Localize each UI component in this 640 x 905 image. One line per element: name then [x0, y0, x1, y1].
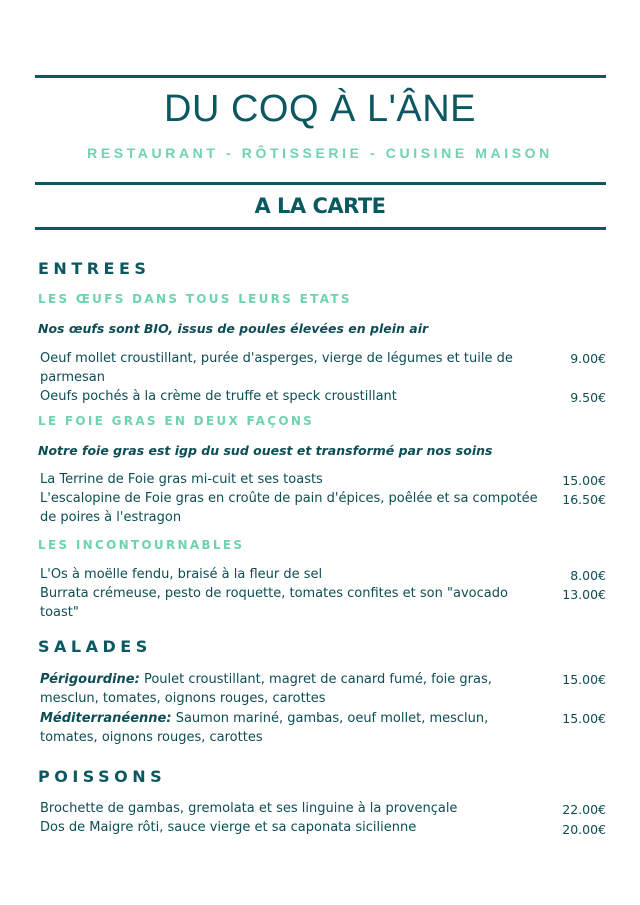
menu-item: Dos de Maigre rôti, sauce vierge et sa caponata sicilienne	[40, 820, 417, 835]
menu-item: La Terrine de Foie gras mi-cuit et ses toasts	[40, 472, 323, 487]
menu-item: L'Os à moëlle fendu, braisé à la fleur de sel	[40, 567, 323, 582]
menu-item: Burrata crémeuse, pesto de roquette, tomates confites et son "avocado toast"	[40, 586, 508, 620]
subsection-incontournables: LES INCONTOURNABLES	[38, 538, 245, 552]
oeufs-note: Nos œufs sont BIO, issus de poules élevées en plein air	[38, 321, 429, 336]
section-salades: SALADES	[38, 637, 152, 656]
menu-item: L'escalopine de Foie gras en croûte de pain d'épices, poêlée et sa compotée de poires à l'estragon	[40, 491, 538, 525]
item-price: 8.00€	[570, 568, 606, 583]
item-price: 16.50€	[562, 492, 606, 507]
subsection-oeufs: LES ŒUFS DANS TOUS LEURS ETATS	[38, 292, 352, 306]
item-price: 22.00€	[562, 802, 606, 817]
section-entrees: ENTREES	[38, 259, 151, 278]
menu-heading: A LA CARTE	[254, 194, 386, 218]
top-divider	[35, 75, 606, 78]
carte-divider	[35, 227, 606, 230]
item-price: 15.00€	[562, 711, 606, 726]
menu-item: Oeuf mollet croustillant, purée d'asperges, vierge de légumes et tuile de parmesan	[40, 351, 513, 385]
item-price: 9.50€	[570, 390, 606, 405]
subsection-foie-gras: LE FOIE GRAS EN DEUX FAÇONS	[38, 414, 315, 428]
item-price: 15.00€	[562, 473, 606, 488]
menu-item	[40, 670, 550, 708]
restaurant-subtitle: RESTAURANT - RÔTISSERIE - CUISINE MAISON	[87, 145, 553, 161]
menu-item	[40, 709, 550, 747]
item-description: Poulet croustillant, magret de canard fumé, foie gras, mesclun, tomates, oignons rouges, carottes	[40, 672, 492, 706]
foie-gras-note: Notre foie gras est igp du sud ouest et transformé par nos soins	[38, 443, 493, 458]
section-poissons: POISSONS	[38, 767, 167, 786]
item-price: 13.00€	[562, 587, 606, 602]
header-divider	[35, 182, 606, 185]
menu-item: Brochette de gambas, gremolata et ses linguine à la provençale	[40, 801, 458, 816]
item-price: 9.00€	[570, 351, 606, 366]
item-price: 20.00€	[562, 822, 606, 837]
item-name: Méditerranéenne:	[40, 711, 172, 726]
menu-item: Oeufs pochés à la crème de truffe et speck croustillant	[40, 389, 397, 404]
item-price: 15.00€	[562, 672, 606, 687]
item-name: Périgourdine:	[40, 672, 140, 687]
restaurant-title: DU COQ À L'ÂNE	[164, 88, 476, 130]
item-description: Saumon mariné, gambas, oeuf mollet, mesclun, tomates, oignons rouges, carottes	[40, 711, 489, 745]
